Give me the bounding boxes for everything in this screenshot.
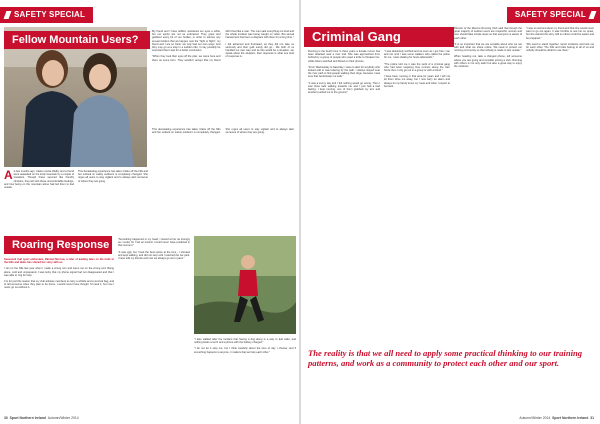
section-tag-right xyxy=(507,7,600,23)
tab-mark xyxy=(589,11,597,19)
criminal-col-1 xyxy=(308,50,380,338)
roaring-response-title: Roaring Response xyxy=(12,239,110,251)
section-tag-left xyxy=(0,7,93,23)
paragraph: I have been running in that area for years and I will not let them drive me away, but I now carry an alarm and always let my family know my route and when I expect to be back. xyxy=(384,75,450,88)
right-page xyxy=(300,0,600,424)
paragraph: "When they took their eyes off the plan, we came here and there as some form. They wouldn't accept that my friend didn't feel like a man. The men said everything out loud and the whole incident was being caught on video. But sexual harassment has been a disgrace with them for a long time." xyxy=(152,30,294,62)
criminal-col-3 xyxy=(454,27,522,337)
paragraph: This devastating experience has taken Claire off the hills and her outlook on safety outdoors is completely changed. She urges all users to stay vigilant and to always alert someone of where they are going. xyxy=(152,128,294,135)
left-mid-right-column xyxy=(152,128,294,228)
paragraph: "I also walked after the incident that having a dog along is a way to feel safer, and nothing beats a torch and a phone with the battery charged." xyxy=(194,338,296,345)
paragraph: Director of the Mourne Running Club said that though the great majority of outdoor users are respectful, women and men should take simple steps so that everyone is aware of each other. xyxy=(454,27,522,40)
roaring-response-band xyxy=(4,236,112,254)
pull-quote-text: The reality is that we all need to apply some practical thinking to our training patterns, and work as a community to protect each other and our sport. xyxy=(308,348,583,368)
paragraph: "It was ugly, but I took the best option at the time - I shouted and kept walking, and did not stop until I reached the car park. I have told my friends and now we always go out in pairs." xyxy=(118,250,190,261)
runner-photo-illustration xyxy=(194,236,296,334)
paragraph: "The police told me it was the work of a criminal gang who had been targeting lone runners along the trail. Since then I only go out in a group or with a friend." xyxy=(384,62,450,73)
photo-runner xyxy=(194,236,296,334)
right-footer xyxy=(519,416,594,420)
paragraph: This devastating experience has taken Claire off the hills and her outlook on safety outdoors is completely changed. She urges all users to stay vigilant and to always alert someone of where they are going. xyxy=(78,170,148,183)
intro-paragraph xyxy=(4,170,74,189)
dropcap: A xyxy=(4,170,13,182)
magazine-name: Sport Northern Ireland xyxy=(552,416,589,420)
criminal-col-4 xyxy=(526,27,594,337)
criminal-gang-band xyxy=(304,27,454,47)
paragraph: It is for just this reason that my club advises members to carry a whistle and a survival bag, and to tell someone when they plan to be home. I would never have thought I'd need it, but now I never go out without it. xyxy=(4,280,114,290)
left-title: Fellow Mountain Users? xyxy=(12,34,139,46)
issue-label: Autumn/Winter 2014 xyxy=(47,416,79,420)
paragraph: "I was so worried about my friend and that she would never want to go out again. It was horrible to see her so upset, but she wanted the story told so others could be aware and be prepared." xyxy=(526,27,594,40)
paragraph: "It is so important that we are sensible about who we are with and what we share online. We need to protect our running community so that nobody is made to feel unsafe." xyxy=(454,42,522,53)
paragraph: "From Wednesday to Saturday, I was on alert for anybody who looked odd or was loitering by the path. I always stayed near the river path to find people walking their dogs, because I was sure that would keep me safe." xyxy=(308,65,380,79)
page-number: 30 xyxy=(4,416,8,420)
paragraph: When heading out, take a charged phone, tell someone where you are going and consider joining a club. Running with others is not only safer but also a great way to enjoy the outdoors. xyxy=(454,55,522,69)
criminal-col-2 xyxy=(384,50,450,338)
issue-label: Autumn/Winter 2014 xyxy=(519,416,551,420)
left-footer xyxy=(4,416,79,420)
paragraph: My friend and I have skiffed, wandered our eyes a while, but our spirits are not as embraced. They greet and grabbed every bit of our bodies, in order to silence any sexual incident that we happen next the "fight or flight", my friend and I are so frank: we only had our own ways. And they may go at a stop in a sudden ride; it may possibly be surprised that it was for a better conclusion. xyxy=(152,30,221,53)
left-mid-column xyxy=(78,170,148,228)
roaring-lead: Seasoned trail sport enthusiast, Rimmel Morrow, a rider of leading tales on the trails in the hills and dales has shared her story with us. xyxy=(4,258,114,265)
paragraph: "It was a sunny day and I felt nothing would go wrong. Then I saw three lads walking towards me and I just had a bad feeling. I kept running, one of them grabbed my arm and another pushed me to the ground." xyxy=(308,81,380,95)
paragraph: I felt ashamed and frustrated, as they did not take us seriously and their guilt surely did go... We both of us handled our own way and as this would be a situation, we speak about the situation, their response is what one kind of response is. xyxy=(225,42,294,59)
roaring-col-3 xyxy=(194,338,296,406)
magazine-name: Sport Northern Ireland xyxy=(9,416,46,420)
paragraph: Running is the fourth time in three years a female runner has been attacked near a river trail. She was approached from behind by a group of people who used a knife to threaten her, while others watched and filmed on their phones. xyxy=(308,50,380,63)
left-top-right-column xyxy=(152,30,294,125)
criminal-gang-title: Criminal Gang xyxy=(312,29,401,44)
paragraph: "I was absolutely terrified and as soon as I got free I ran and ran until I saw some walkers who called the police for me. I was shaking for hours afterwards." xyxy=(384,50,450,60)
paragraph: I ran on the hills last year when I made a wrong turn and came out on the wrong end. Being alone, cold and unprepared, I was lucky that my phone signal had not disappeared and that I was able to ring for help. xyxy=(4,267,114,277)
paragraph: "Something happened in my head, I stared at her as strongly as I could, for I felt an instinct I could never have predicted in that moment." xyxy=(118,238,190,248)
tab-mark xyxy=(4,11,12,19)
section-tag-text: SAFETY SPECIAL xyxy=(14,10,86,19)
page-number: 31 xyxy=(590,416,594,420)
intro-text: A few months ago, Claire Louise Welby and a friend were assaulted on the local mountain by a couple of travellers. Though these seemed like friendly climbers, they left with these uncomfortable feelings, and how being on the mountain alone had led them to feel unsafe. xyxy=(4,170,74,190)
pull-quote xyxy=(308,348,594,368)
paragraph: "We need to stand together, report incidents and look out for each other. The hills and trails belong to all of us and nobody should be afraid to use them." xyxy=(526,42,594,53)
roaring-col-1 xyxy=(4,258,114,406)
section-tag-text: SAFETY SPECIAL xyxy=(514,10,586,19)
roaring-col-2 xyxy=(118,238,190,406)
left-title-band xyxy=(4,31,150,49)
paragraph: "I do not let it stop me, but I think carefully about the time of day I choose, and if something happens to anyone, it matters that we help each other." xyxy=(194,347,296,354)
left-intro-column xyxy=(4,170,74,228)
